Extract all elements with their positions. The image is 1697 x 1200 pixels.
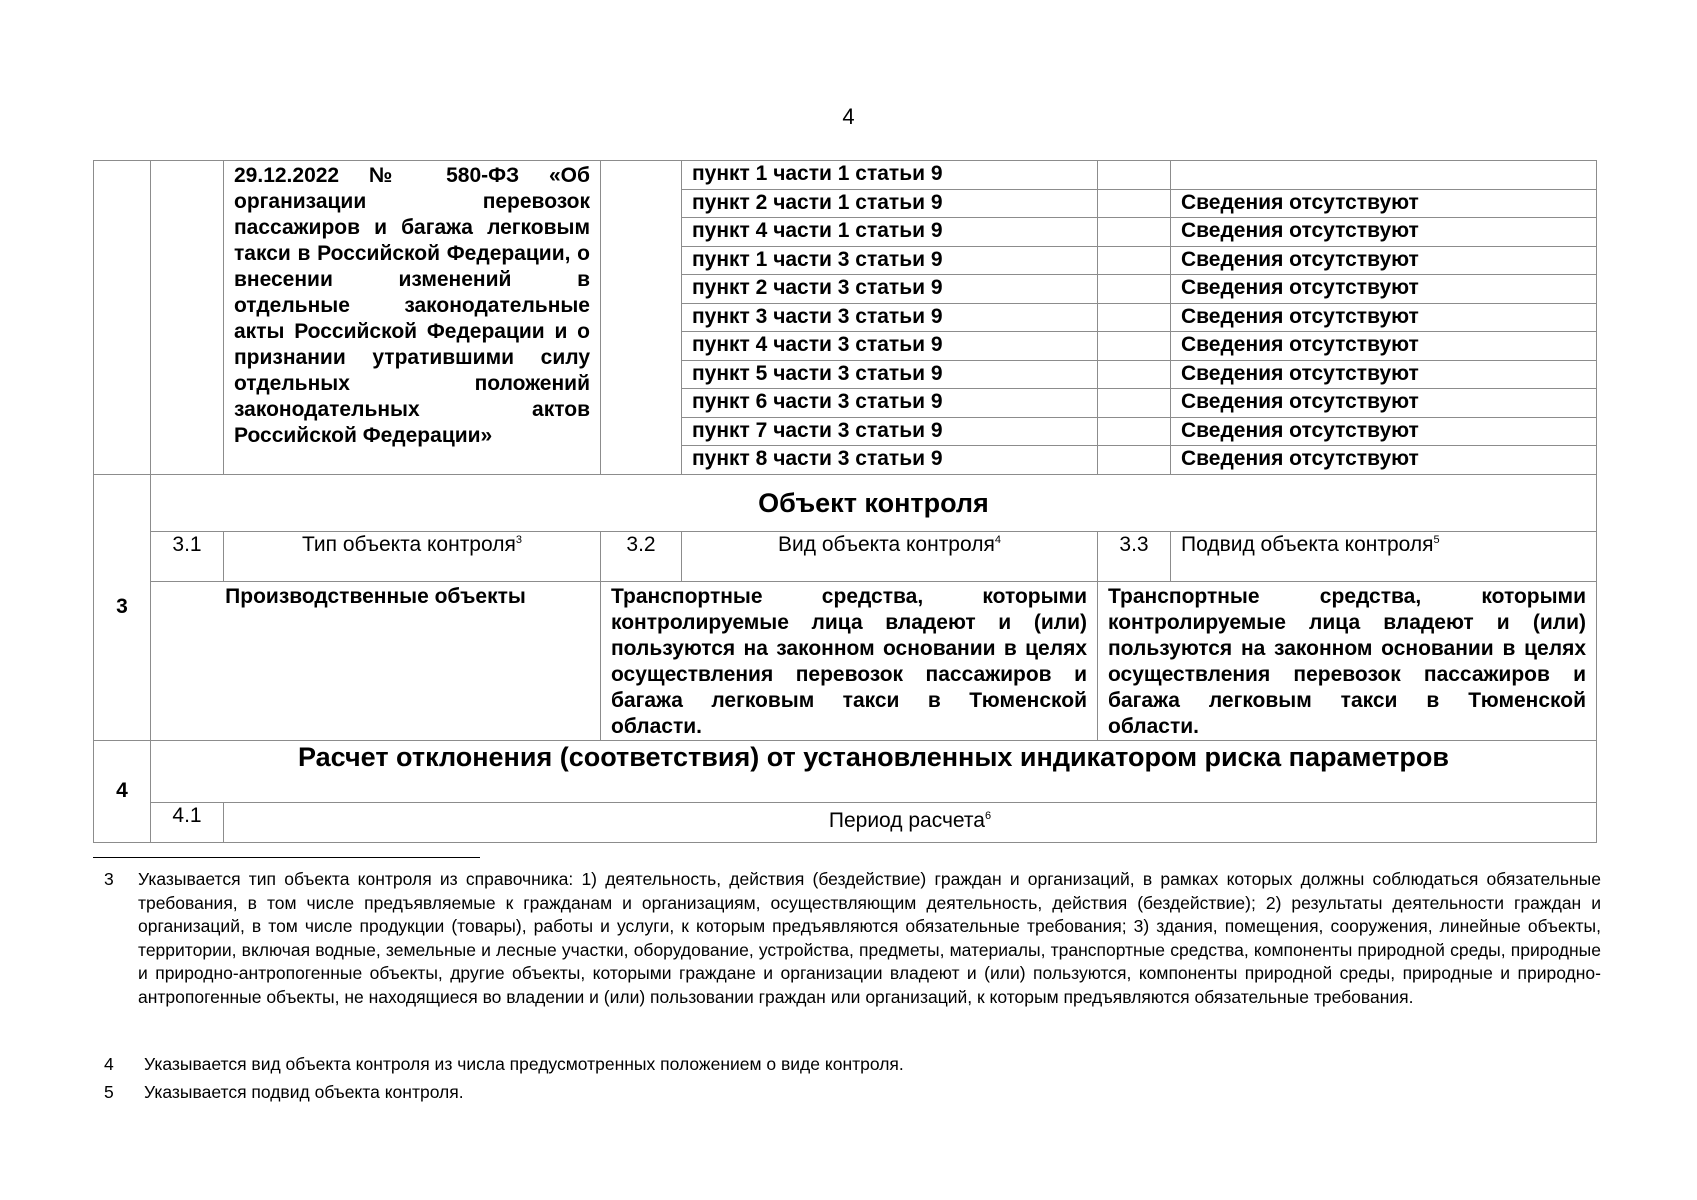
info-cell: Сведения отсутствуют — [1171, 218, 1597, 247]
provision-cell: пункт 2 части 1 статьи 9 — [682, 189, 1098, 218]
footnote-separator — [93, 857, 480, 858]
footnote-5 — [104, 1081, 1601, 1105]
empty-cell — [1098, 303, 1171, 332]
empty-cell — [1098, 417, 1171, 446]
section-number: 4 — [94, 740, 151, 842]
empty-cell — [1098, 189, 1171, 218]
section-title: Объект контроля — [151, 474, 1597, 531]
provision-cell: пункт 6 части 3 статьи 9 — [682, 389, 1098, 418]
law-reference: 29.12.2022 № 580-ФЗ «Об организации перевозок пассажиров и багажа легковым такси в Российской Федерации, о внесении изменений в отдельные законодательные акты Российской Федерации и о признании утратившими силу отдельных положений законодательных актов Российской Федерации» — [224, 161, 601, 475]
provision-cell: пункт 3 части 3 статьи 9 — [682, 303, 1098, 332]
empty-cell — [1098, 161, 1171, 190]
header-code: 3.1 — [151, 531, 224, 581]
footnote-4 — [104, 1053, 1601, 1077]
provision-cell: пункт 2 части 3 статьи 9 — [682, 275, 1098, 304]
info-cell: Сведения отсутствуют — [1171, 275, 1597, 304]
header-code: 3.3 — [1098, 531, 1171, 581]
risk-indicator-table — [93, 160, 1597, 843]
object-type-value: Производственные объекты — [151, 581, 601, 740]
footnote-ref[interactable]: 6 — [984, 809, 992, 822]
page-number: 4 — [842, 104, 855, 129]
empty-cell — [1098, 218, 1171, 247]
info-cell: Сведения отсутствуют — [1171, 389, 1597, 418]
provision-cell: пункт 1 части 1 статьи 9 — [682, 161, 1098, 190]
footnote-3 — [104, 868, 1601, 1009]
header-code: 3.2 — [601, 531, 682, 581]
info-cell: Сведения отсутствуют — [1171, 303, 1597, 332]
empty-code-cell — [151, 161, 224, 475]
info-cell: Сведения отсутствуют — [1171, 446, 1597, 475]
footnote-text: Указывается тип объекта контроля из справочника: 1) деятельность, действия (бездействие) граждан и организаций, в рамках которых должны соблюдаться обязательные требования, в том числе предъявляемые к гражданам и организациям, осуществляющим деятельность, действия (бездействие); 2) результаты деятельности граждан и организаций, в том числе продукции (товары), работы и услуги, к которым предъявляются обязательные требования; 3) здания, помещения, сооружения, линейные объекты, территории, включая водные, земельные и лесные участки, оборудование, устройства, предметы, материалы, транспортные средства, компоненты природной среды, природные и природно-антропогенные объекты, другие объекты, которыми граждане и организации владеют и (или) пользуются, компоненты природной среды, природные и природно-антропогенные объекты, не находящиеся во владении и (или) пользовании граждан или организаций, к которым предъявляются обязательные требования. — [138, 869, 1601, 1007]
header-label-subkind: Подвид объекта контроля$^5$ — [1171, 531, 1597, 581]
provision-cell: пункт 1 части 3 статьи 9 — [682, 246, 1098, 275]
header-label-type: Тип объекта контроля$^3$ — [224, 531, 601, 581]
section-3-title-row — [94, 474, 1597, 531]
footnote-ref[interactable]: 4 — [994, 533, 1001, 546]
info-cell: Сведения отсутствуют — [1171, 189, 1597, 218]
footnote-number: 4 — [104, 1054, 114, 1074]
footnote-text: Указывается вид объекта контроля из числа предусмотренных положением о виде контроля. — [144, 1054, 904, 1074]
object-kind-value: Транспортные средства, которыми контролируемые лица владеют и (или) пользуются на законном основании в целях осуществления перевозок пассажиров и багажа легковым такси в Тюменской области. — [601, 581, 1098, 740]
footnote-number: 5 — [104, 1082, 114, 1102]
footnote-text: Указывается подвид объекта контроля. — [144, 1082, 464, 1102]
provision-cell: пункт 4 части 3 статьи 9 — [682, 332, 1098, 361]
section-number: 3 — [94, 474, 151, 740]
provision-cell: пункт 7 части 3 статьи 9 — [682, 417, 1098, 446]
section-title: Расчет отклонения (соответствия) от установленных индикатором риска параметров — [151, 740, 1597, 802]
section-4-title-row — [94, 740, 1597, 802]
info-cell: Сведения отсутствуют — [1171, 360, 1597, 389]
info-cell: Сведения отсутствуют — [1171, 332, 1597, 361]
section-3-header-row — [94, 531, 1597, 581]
empty-cell — [1098, 246, 1171, 275]
footnote-number: 3 — [104, 869, 114, 889]
section-4-sub-row — [94, 802, 1597, 842]
empty-cell — [1098, 332, 1171, 361]
info-cell — [1171, 161, 1597, 190]
info-cell: Сведения отсутствуют — [1171, 246, 1597, 275]
footnote-ref[interactable]: 5 — [1433, 533, 1440, 546]
empty-code-cell — [601, 161, 682, 475]
empty-section-cell — [94, 161, 151, 475]
empty-cell — [1098, 275, 1171, 304]
empty-cell — [1098, 389, 1171, 418]
calculation-period-label: Период расчета$^6$ — [224, 802, 1597, 842]
empty-cell — [1098, 446, 1171, 475]
sub-code: 4.1 — [151, 802, 224, 842]
footnote-ref[interactable]: 3 — [515, 533, 522, 546]
provision-cell: пункт 4 части 1 статьи 9 — [682, 218, 1098, 247]
object-subkind-value: Транспортные средства, которыми контролируемые лица владеют и (или) пользуются на законном основании в целях осуществления перевозок пассажиров и багажа легковым такси в Тюменской области. — [1098, 581, 1597, 740]
provision-cell: пункт 8 части 3 статьи 9 — [682, 446, 1098, 475]
empty-cell — [1098, 360, 1171, 389]
info-cell: Сведения отсутствуют — [1171, 417, 1597, 446]
header-label-kind: Вид объекта контроля$^4$ — [682, 531, 1098, 581]
provision-row — [94, 161, 1597, 190]
section-3-values-row — [94, 581, 1597, 740]
provision-cell: пункт 5 части 3 статьи 9 — [682, 360, 1098, 389]
